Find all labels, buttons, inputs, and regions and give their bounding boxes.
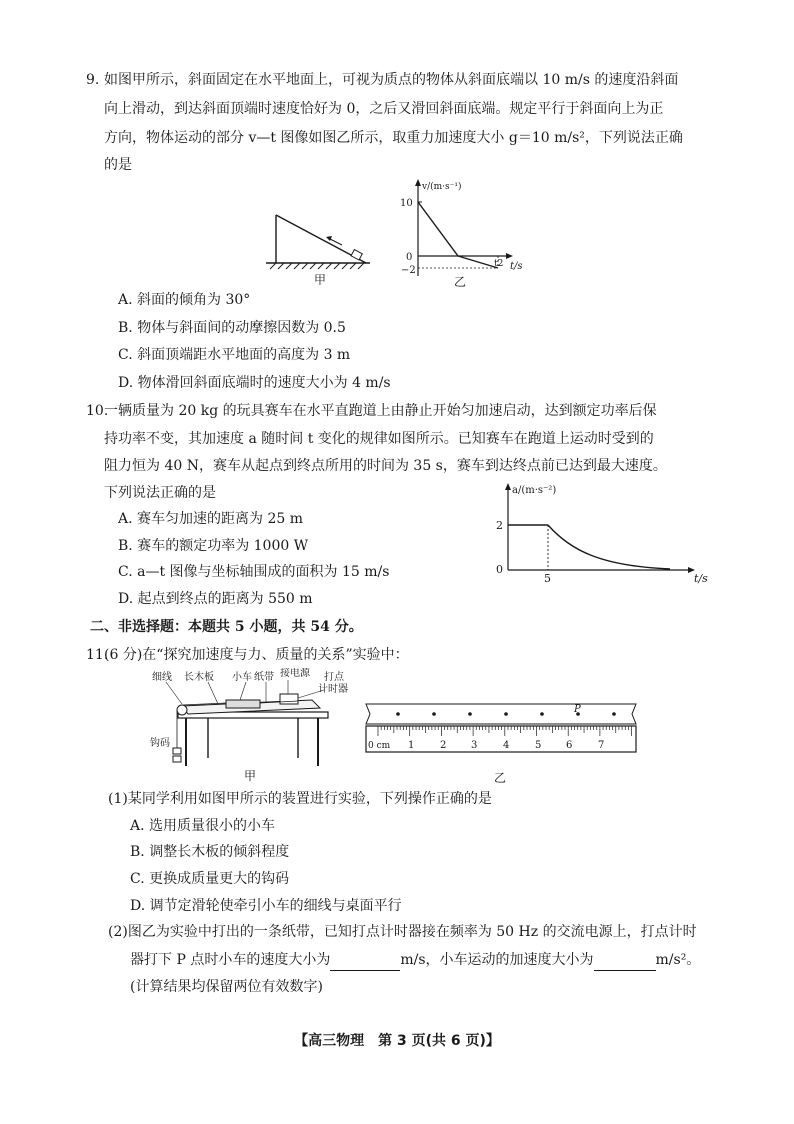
- label-cart: 小车: [232, 672, 252, 683]
- q9-ytick-0: 0: [406, 252, 413, 263]
- q11-part1-option-b: B. 调整长木板的倾斜程度: [130, 844, 290, 860]
- q10-at-graph: [490, 480, 720, 585]
- q9-line-4: 的是: [104, 157, 132, 173]
- q10-line-1: 一辆质量为 20 kg 的玩具赛车在水平直跑道上由静止开始匀加速启动，达到额定功率后保: [104, 403, 657, 419]
- q10-option-c: C. a—t 图像与坐标轴围成的面积为 15 m/s: [118, 564, 390, 580]
- q11-ruler-figure: [360, 698, 645, 786]
- q10-origin: 0: [496, 563, 503, 576]
- q10-graph-ylabel: a/(m·s⁻²): [512, 485, 557, 496]
- q11-part2-line1: (2)图乙为实验中打出的一条纸带，已知打点计时器接在频率为 50 Hz 的交流电源上，打点计时: [108, 924, 697, 940]
- q9-xtick-t2: t2: [494, 259, 504, 269]
- q9-number: 9.: [86, 72, 100, 88]
- q9-fig-a-label: 甲: [314, 273, 327, 285]
- timer-icon: [280, 694, 298, 704]
- q10-option-b: B. 赛车的额定功率为 1000 W: [118, 538, 309, 554]
- q10-ytick-2: 2: [496, 519, 503, 532]
- arrow-icon: [326, 236, 332, 241]
- pulley-icon: [177, 705, 187, 715]
- label-weight: 钩码: [150, 738, 170, 749]
- q9-graph-xlabel: t/s: [510, 261, 523, 272]
- section-2-heading: 二、非选择题：本题共 5 小题，共 54 分。: [90, 619, 363, 635]
- q11-part1-option-c: C. 更换成质量更大的钩码: [130, 871, 290, 887]
- q9-segment-down: [458, 256, 498, 268]
- q11-apparatus-figure: [148, 668, 348, 783]
- q9-line-2: 向上滑动，到达斜面顶端时速度恰好为 0，之后又滑回斜面底端。规定平行于斜面向上为正: [104, 101, 664, 117]
- q11-fig-a-label: 甲: [244, 769, 257, 783]
- q11-part2-line3: (计算结果均保留两位有效数字): [130, 979, 323, 995]
- q9-figure-incline: [262, 205, 374, 285]
- ruler-num-1: 1: [408, 740, 415, 751]
- q11-part2-line2: [130, 950, 700, 971]
- q9-vt-graph: [390, 176, 530, 288]
- answer-blank-acceleration[interactable]: [594, 950, 656, 971]
- q9-option-c: C. 斜面顶端距水平地面的高度为 3 m: [118, 347, 351, 363]
- q9-option-d: D. 物体滑回斜面底端时的速度大小为 4 m/s: [118, 375, 391, 391]
- q11-intro: (6 分)在“探究加速度与力、质量的关系”实验中：: [104, 647, 409, 663]
- q9-graph-ylabel: v/(m·s⁻¹): [422, 182, 462, 192]
- q9-line-3: 方向，物体运动的部分 v—t 图像如图乙所示，取重力加速度大小 g＝10 m/s²，下列说法正确: [104, 130, 683, 146]
- q9-fig-b-label: 乙: [454, 275, 467, 288]
- q9-segment-up: [418, 202, 458, 256]
- ruler-num-6: 6: [566, 740, 573, 751]
- ruler-point-p: P: [574, 704, 581, 715]
- page-footer: 【高三物理 第 3 页(共 6 页)】: [294, 1033, 500, 1049]
- ruler-num-5: 5: [535, 740, 542, 751]
- q10-line-3: 阻力恒为 40 N，赛车从起点到终点所用的时间为 35 s，赛车到达终点前已达到最大速度。: [104, 458, 667, 474]
- ruler-num-3: 3: [471, 740, 478, 751]
- q10-option-d: D. 起点到终点的距离为 550 m: [118, 591, 313, 607]
- q11-fig-b-label: 乙: [494, 771, 507, 785]
- ruler-num-7: 7: [598, 740, 605, 751]
- q9-ytick-10: 10: [400, 198, 413, 209]
- label-power: 接电源: [280, 668, 310, 679]
- q11-part2-text-b: m/s，小车运动的加速度大小为: [400, 952, 594, 968]
- q9-line-1: 如图甲所示，斜面固定在水平地面上，可视为质点的物体从斜面底端以 10 m/s 的速度沿斜面: [104, 72, 679, 88]
- q9-ytick-neg2: −2: [401, 265, 416, 276]
- block-icon: [351, 250, 362, 260]
- label-timer-2: 计时器: [318, 684, 348, 695]
- q10-graph-xlabel: t/s: [694, 572, 708, 585]
- answer-blank-velocity[interactable]: [330, 950, 400, 971]
- label-string: 细线: [152, 672, 172, 683]
- q11-part1-option-d: D. 调节定滑轮使牵引小车的细线与桌面平行: [130, 898, 402, 914]
- q10-line-4: 下列说法正确的是: [104, 485, 216, 501]
- q11-part2-text-a: 器打下 P 点时小车的速度大小为: [130, 952, 331, 968]
- cart-icon: [226, 700, 260, 708]
- q10-xtick-5: 5: [544, 572, 551, 585]
- q10-number: 10.: [86, 403, 109, 419]
- ruler-num-4: 4: [503, 740, 510, 751]
- q10-line-2: 持功率不变，其加速度 a 随时间 t 变化的规律如图所示。已知赛车在跑道上运动时受到的: [104, 431, 654, 447]
- q9-option-b: B. 物体与斜面间的动摩擦因数为 0.5: [118, 320, 346, 336]
- ruler-num-2: 2: [440, 740, 447, 751]
- q11-part2-text-c: m/s²。: [655, 952, 701, 968]
- label-board: 长木板: [184, 672, 214, 683]
- q9-option-a: A. 斜面的倾角为 30°: [118, 292, 251, 308]
- q10-decay-curve: [548, 525, 670, 569]
- q11-part1-option-a: A. 选用质量很小的小车: [130, 818, 276, 834]
- label-tape: 纸带: [254, 672, 274, 683]
- q11-number: 11.: [86, 647, 109, 663]
- q11-part1: (1)某同学利用如图甲所示的装置进行实验，下列操作正确的是: [108, 791, 492, 807]
- ruler-unit: 0 cm: [368, 741, 391, 751]
- label-timer-1: 打点: [324, 672, 344, 683]
- q10-option-a: A. 赛车匀加速的距离为 25 m: [118, 511, 304, 527]
- weight-icon: [173, 748, 181, 754]
